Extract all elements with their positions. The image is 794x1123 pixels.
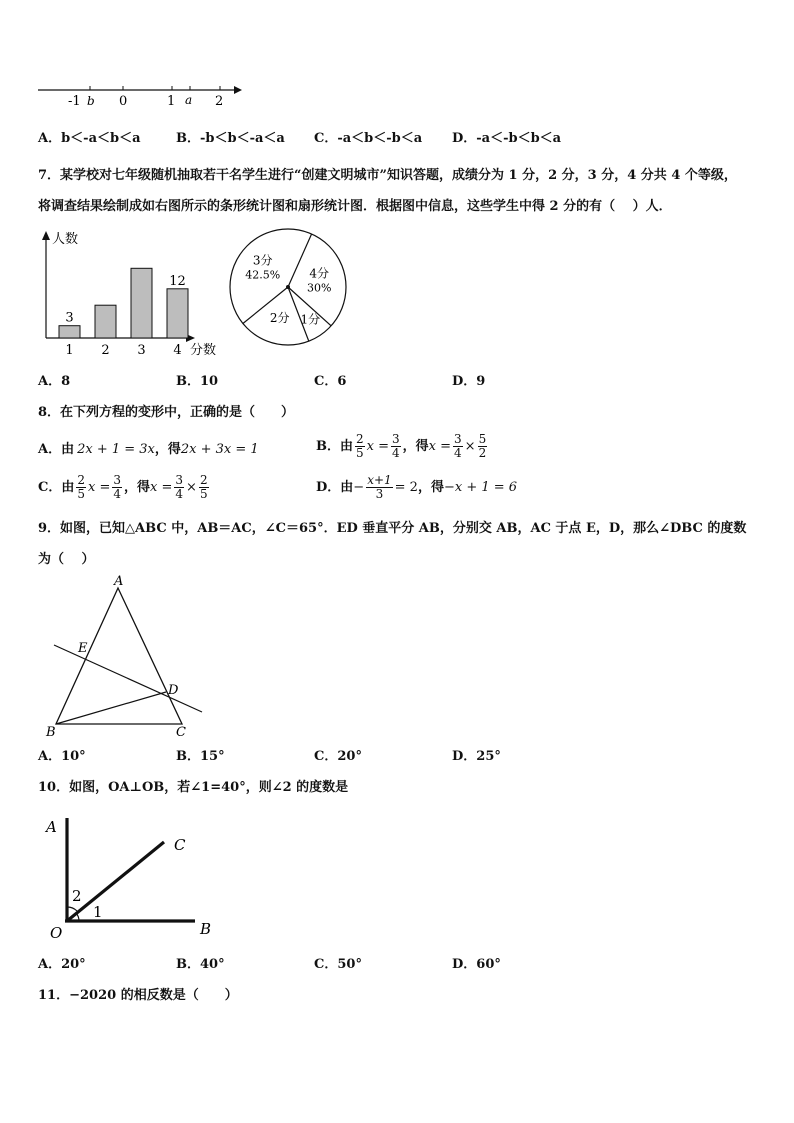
point-e: E xyxy=(78,641,88,656)
q8-d-eq2: −x + 1 = 6 xyxy=(443,479,518,495)
bar-chart xyxy=(38,228,228,363)
vertex-c: C xyxy=(176,725,186,740)
fraction-2-5: $\frac{2}{5}$ xyxy=(199,473,208,501)
bar-x-label: 分数 xyxy=(190,343,217,358)
fraction-2-5: $\frac{2}{5}$ xyxy=(356,432,364,460)
fraction-3-4: $\frac{3}{4}$ xyxy=(392,432,400,460)
angle-1-label: 1 xyxy=(93,903,103,921)
tick-0: 0 xyxy=(119,94,128,109)
bar-2 xyxy=(95,305,116,338)
fraction-3-4: $\frac{3}{4}$ xyxy=(175,473,184,501)
q10-option-b[interactable]: B．40° xyxy=(176,957,225,972)
bar-tick-label: 2 xyxy=(101,343,110,358)
minus-sign: − xyxy=(353,479,365,495)
bar-3 xyxy=(131,268,152,338)
point-c: C xyxy=(174,836,186,854)
point-a: A xyxy=(46,818,57,836)
pie-slice-percent: 30% xyxy=(306,281,332,295)
q8-b-x-eq: x = xyxy=(428,438,452,454)
q7-option-c[interactable]: C．6 xyxy=(314,374,347,389)
q9-option-b[interactable]: B．15° xyxy=(176,749,225,764)
q8-a-eq1: 2x + 1 = 3x xyxy=(77,442,155,457)
number-line-figure xyxy=(30,78,250,114)
angle-2-label: 2 xyxy=(72,887,82,905)
pie-center xyxy=(286,285,290,289)
fraction-3-4: $\frac{3}{4}$ xyxy=(113,473,122,501)
q8-option-b[interactable]: B．由 $\frac{2}{5}$ x = $\frac{3}{4}$ ，得 x = $\frac{3}{4}$ × $\frac{5}{2}$ xyxy=(316,432,487,460)
vertex-b: B xyxy=(46,725,56,740)
q8-option-c[interactable]: C．由 $\frac{2}{5}$ x = $\frac{3}{4}$ ，得 x = $\frac{3}{4}$ × $\frac{2}{5}$ xyxy=(38,473,208,501)
point-o: O xyxy=(50,924,63,940)
q10-option-c[interactable]: C．50° xyxy=(314,957,362,972)
q7-option-d[interactable]: D．9 xyxy=(452,374,486,389)
fraction-x-plus-1-over-3: $\frac{x+1}{3}$ xyxy=(367,473,392,501)
q9-option-a[interactable]: A．10° xyxy=(38,749,86,764)
bar-data-label: 3 xyxy=(65,310,74,326)
q8-b-mid: ，得 xyxy=(402,438,429,454)
q8-d-label: D．由 xyxy=(316,479,354,495)
pie-slice-label: 2分 xyxy=(269,310,290,325)
q9-stem-line-2: 为（ ） xyxy=(38,552,95,567)
bar-tick-label: 1 xyxy=(65,343,74,358)
q9-stem-line-1: 9．如图，已知△ABC 中，AB＝AC，∠C＝65°．ED 垂直平分 AB，分别交 AB，AC 于点 E，D，那么∠DBC 的度数 xyxy=(38,521,747,536)
fraction-3-4: $\frac{3}{4}$ xyxy=(454,432,462,460)
tick-2: 2 xyxy=(215,94,224,109)
q6-option-d[interactable]: D．-a＜-b＜b＜a xyxy=(452,131,562,146)
bar-1 xyxy=(59,326,80,338)
fraction-5-2: $\frac{5}{2}$ xyxy=(478,432,487,460)
q8-d-mid: ，得 xyxy=(417,479,444,495)
q7-option-a[interactable]: A．8 xyxy=(38,374,71,389)
q8-d-eq: = 2 xyxy=(394,479,418,495)
q10-stem: 10．如图，OA⊥OB，若∠1=40°，则∠2 的度数是 xyxy=(38,780,349,795)
q8-a-eq2: 2x + 3x = 1 xyxy=(180,442,259,457)
q8-option-a[interactable] xyxy=(38,441,259,459)
q8-stem: 8．在下列方程的变形中，正确的是（ ） xyxy=(38,405,295,420)
q8-a-mid: ，得 xyxy=(154,442,181,457)
bar-tick-label: 3 xyxy=(137,343,146,358)
q6-option-c[interactable]: C．-a＜b＜-b＜a xyxy=(314,131,423,146)
triangle-figure xyxy=(36,572,216,742)
q10-option-a[interactable]: A．20° xyxy=(38,957,86,972)
q8-b-label: B．由 xyxy=(316,438,353,454)
tick-minus-1: -1 xyxy=(68,94,81,109)
pie-slice-percent: 42.5% xyxy=(245,268,281,282)
pie-chart xyxy=(226,225,350,349)
bar-y-label: 人数 xyxy=(52,232,79,247)
tick-a: a xyxy=(185,93,193,107)
point-b: B xyxy=(200,920,212,938)
pie-slice-label: 4分 xyxy=(309,266,330,281)
q8-c-x-eq: x = xyxy=(150,479,173,495)
tick-b: b xyxy=(87,94,95,108)
q6-option-b[interactable]: B．-b＜b＜-a＜a xyxy=(176,131,285,146)
q7-stem-line-2: 将调查结果绘制成如右图所示的条形统计图和扇形统计图．根据图中信息，这些学生中得 2 分的有（ ）人． xyxy=(38,199,672,214)
bar-data-label: 12 xyxy=(169,273,186,289)
q7-stem-line-1: 7．某学校对七年级随机抽取若干名学生进行“创建文明城市”知识答题，成绩分为 1 分，2 分，3 分，4 分共 4 个等级， xyxy=(38,168,737,183)
q6-option-a[interactable]: A．b＜-a＜b＜a xyxy=(38,131,141,146)
times-sign: × xyxy=(186,479,197,495)
angle-figure xyxy=(40,810,230,940)
tick-1: 1 xyxy=(167,94,176,109)
fraction-2-5: $\frac{2}{5}$ xyxy=(77,473,85,501)
point-d: D xyxy=(168,683,179,698)
q8-c-mid: ，得 xyxy=(124,479,151,495)
bar-tick-label: 4 xyxy=(173,343,182,358)
q10-option-d[interactable]: D．60° xyxy=(452,957,501,972)
q8-a-label: A．由 xyxy=(38,442,75,457)
times-sign: × xyxy=(464,438,476,454)
vertex-a: A xyxy=(114,574,124,589)
q11-stem: 11．−2020 的相反数是（ ） xyxy=(38,988,238,1003)
q7-option-b[interactable]: B．10 xyxy=(176,374,219,389)
q8-option-d[interactable] xyxy=(316,474,517,501)
pie-slice-label: 3分 xyxy=(252,253,273,268)
bar-4 xyxy=(167,289,188,338)
q9-option-d[interactable]: D．25° xyxy=(452,749,501,764)
pie-slice-label: 1分 xyxy=(300,312,321,327)
q8-c-label: C．由 xyxy=(38,479,75,495)
q9-option-c[interactable]: C．20° xyxy=(314,749,362,764)
